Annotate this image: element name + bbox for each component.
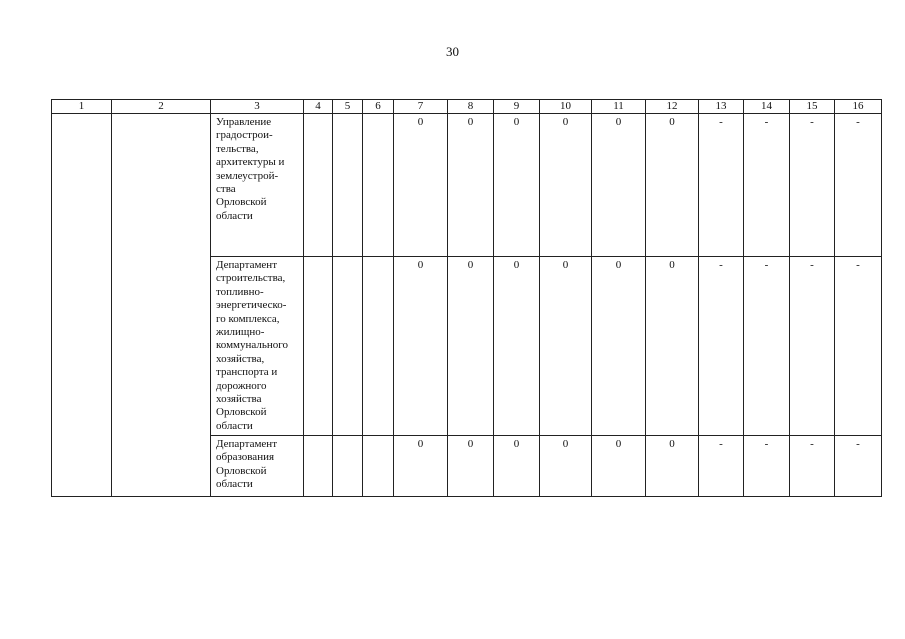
page-number: 30 [446, 44, 459, 59]
org-line: дорожного [216, 379, 267, 392]
value-cell: - [790, 436, 835, 497]
org-line: хозяйства [216, 393, 262, 406]
column-header-12: 12 [646, 100, 699, 114]
value-cell: - [835, 257, 882, 436]
org-line: Орловской [216, 464, 267, 477]
cell-col-1 [52, 114, 112, 497]
data-table [51, 99, 882, 497]
org-line: Орловской [216, 406, 267, 419]
empty-cell [333, 257, 363, 436]
header-row [52, 100, 882, 114]
value-cell: - [699, 436, 744, 497]
column-header-3: 3 [211, 100, 304, 114]
value-cell: 0 [394, 114, 448, 257]
empty-cell [333, 114, 363, 257]
org-line: хозяйства, [216, 352, 265, 365]
table-row [52, 114, 882, 257]
value-cell: - [835, 436, 882, 497]
column-header-2: 2 [112, 100, 211, 114]
value-cell: - [699, 257, 744, 436]
value-cell: - [744, 257, 790, 436]
column-header-4: 4 [304, 100, 333, 114]
org-line: Орловской [216, 196, 267, 209]
column-header-6: 6 [363, 100, 394, 114]
org-line: архитектуры и [216, 156, 285, 169]
org-line: строительства, [216, 272, 286, 285]
column-header-13: 13 [699, 100, 744, 114]
org-line: топливно- [216, 285, 264, 298]
organization-cell [211, 114, 304, 257]
value-cell: 0 [494, 436, 540, 497]
value-cell: 0 [394, 257, 448, 436]
org-line: транспорта и [216, 366, 278, 379]
org-line: области [216, 209, 253, 222]
value-cell: 0 [646, 257, 699, 436]
org-line: области [216, 478, 253, 491]
empty-cell [304, 257, 333, 436]
org-line: Департамент [216, 259, 278, 271]
value-cell: 0 [540, 257, 592, 436]
column-header-5: 5 [333, 100, 363, 114]
value-cell: - [835, 114, 882, 257]
column-header-1: 1 [52, 100, 112, 114]
value-cell: 0 [592, 257, 646, 436]
column-header-10: 10 [540, 100, 592, 114]
value-cell: 0 [494, 114, 540, 257]
value-cell: 0 [592, 436, 646, 497]
value-cell: - [790, 257, 835, 436]
organization-cell [211, 436, 304, 497]
value-cell: - [744, 114, 790, 257]
value-cell: 0 [540, 436, 592, 497]
empty-cell [333, 436, 363, 497]
value-cell: 0 [646, 114, 699, 257]
value-cell: 0 [646, 436, 699, 497]
empty-cell [304, 436, 333, 497]
org-line: жилищно- [216, 326, 265, 339]
org-line: области [216, 419, 253, 432]
org-line: Управление [216, 116, 272, 128]
value-cell: 0 [394, 436, 448, 497]
value-cell: 0 [540, 114, 592, 257]
org-line: ства [216, 183, 236, 196]
org-line: тельства, [216, 142, 259, 155]
organization-cell [211, 257, 304, 436]
org-line: энергетическо- [216, 299, 287, 312]
empty-cell [363, 436, 394, 497]
value-cell: 0 [494, 257, 540, 436]
column-header-14: 14 [744, 100, 790, 114]
org-line: коммунального [216, 339, 288, 352]
value-cell: - [790, 114, 835, 257]
cell-col-2 [112, 114, 211, 497]
column-header-8: 8 [448, 100, 494, 114]
value-cell: - [699, 114, 744, 257]
org-line: градострои- [216, 129, 273, 142]
column-header-11: 11 [592, 100, 646, 114]
value-cell: 0 [448, 257, 494, 436]
column-header-7: 7 [394, 100, 448, 114]
org-line: образования [216, 451, 275, 464]
value-cell: 0 [448, 114, 494, 257]
org-line: Департамент [216, 438, 278, 450]
empty-cell [304, 114, 333, 257]
value-cell: 0 [592, 114, 646, 257]
column-header-9: 9 [494, 100, 540, 114]
empty-cell [363, 114, 394, 257]
empty-cell [363, 257, 394, 436]
column-header-15: 15 [790, 100, 835, 114]
value-cell: - [744, 436, 790, 497]
org-line: землеустрой- [216, 169, 279, 182]
column-header-16: 16 [835, 100, 882, 114]
value-cell: 0 [448, 436, 494, 497]
org-line: го комплекса, [216, 312, 280, 325]
